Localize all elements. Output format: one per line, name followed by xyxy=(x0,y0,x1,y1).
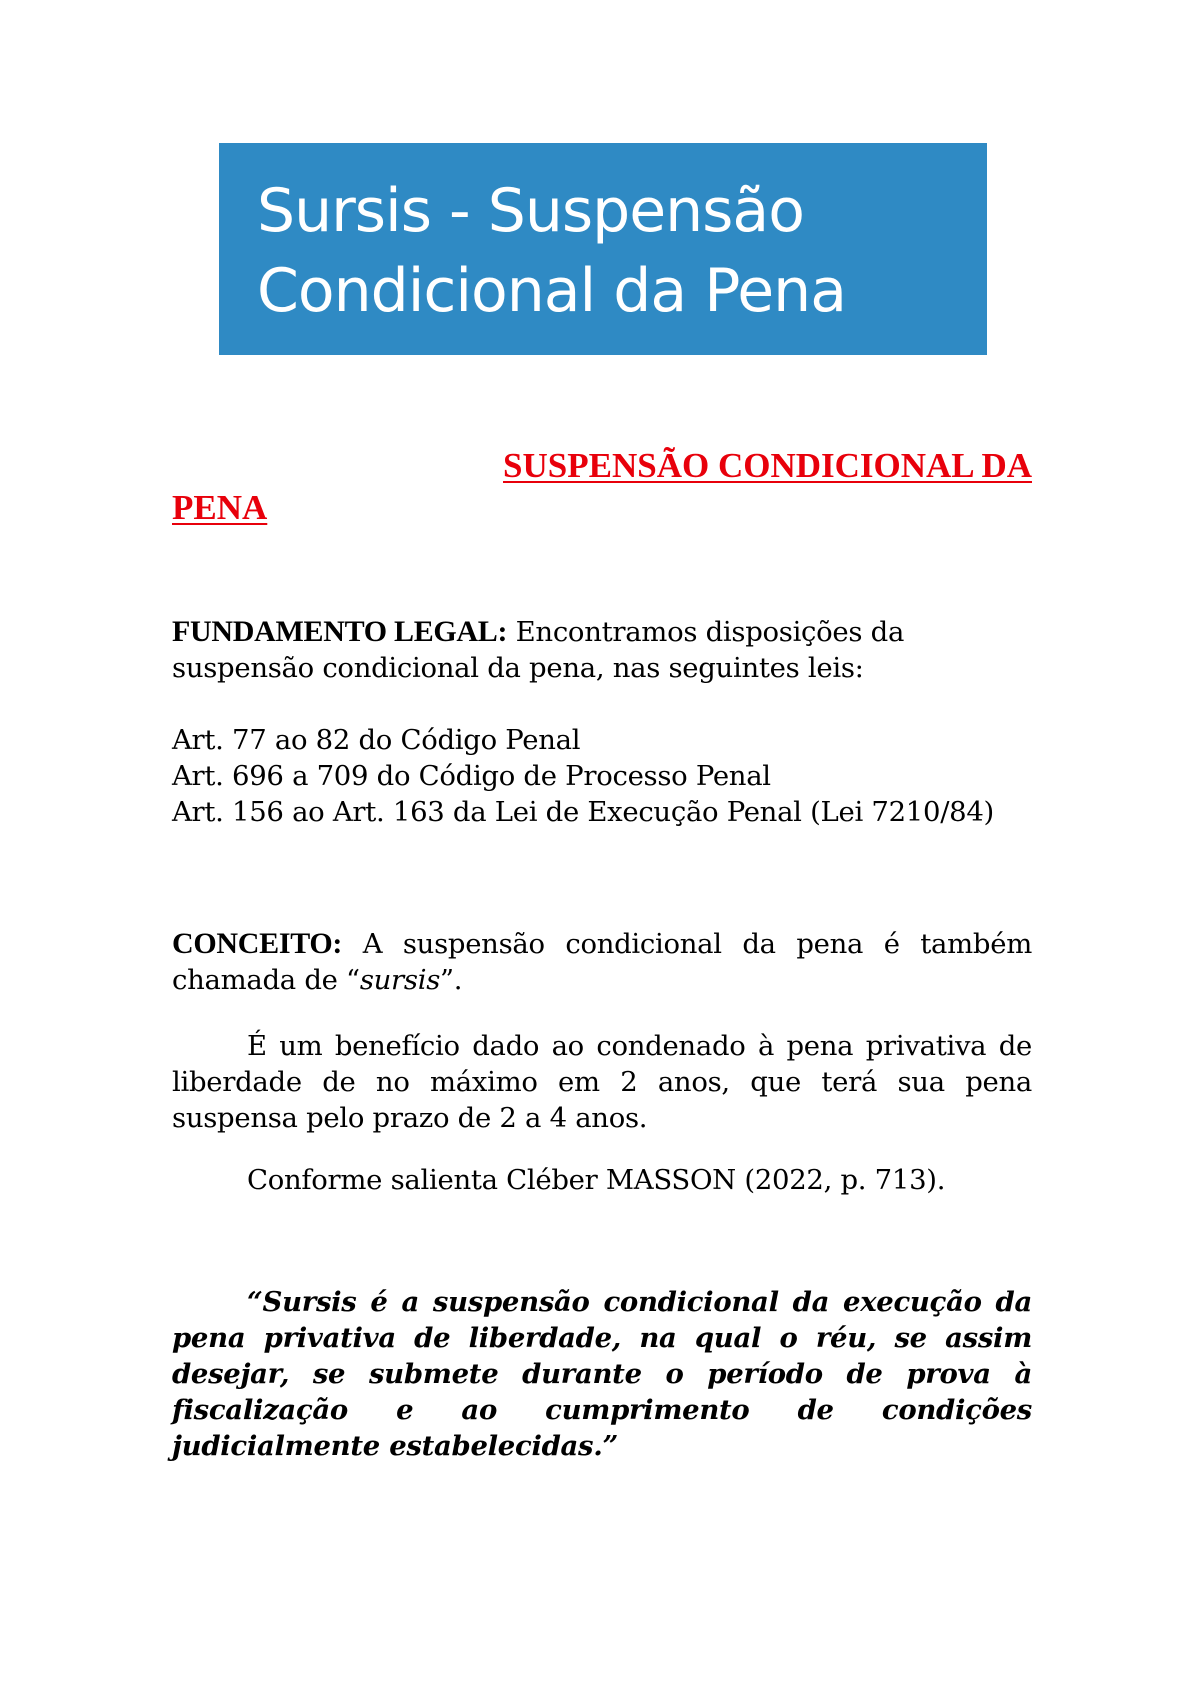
fundamento-section xyxy=(172,614,1032,686)
quote-text: “Sursis é a suspensão condicional da execução da pena privativa de liberdade, na qual o réu, se assim desejar, se submete durante o período de prova à fiscalização e ao cumprimento de condições judicialmente estabelecidas.” xyxy=(172,1286,1032,1462)
benefit-paragraph xyxy=(172,1028,1032,1136)
document-title xyxy=(172,445,1032,529)
conceito-text-before: A suspensão condicional da pena é também chamada de “ xyxy=(172,928,1032,996)
title-banner-image xyxy=(219,143,987,355)
conceito-label: CONCEITO: xyxy=(172,927,343,960)
conceito-text-after: ”. xyxy=(440,964,463,996)
fundamento-text: Encontramos disposições da suspensão condicional da pena, nas seguintes leis: xyxy=(172,616,905,684)
law-item: Art. 77 ao 82 do Código Penal xyxy=(172,724,581,756)
conceito-term: sursis xyxy=(359,964,441,996)
fundamento-paragraph xyxy=(172,614,1032,686)
conceito-section xyxy=(172,926,1032,998)
benefit-text: É um benefício dado ao condenado à pena privativa de liberdade de no máximo em 2 anos, que terá sua pena suspensa pelo prazo de 2 a 4 anos. xyxy=(172,1030,1032,1134)
fundamento-label: FUNDAMENTO LEGAL: xyxy=(172,615,508,648)
citation-text: Conforme salienta Cléber MASSON (2022, p. 713). xyxy=(247,1164,946,1196)
document-title-line-2: PENA xyxy=(172,488,268,527)
document-title-line-1: SUSPENSÃO CONDICIONAL DA xyxy=(503,446,1032,485)
law-item: Art. 696 a 709 do Código de Processo Penal xyxy=(172,760,771,792)
banner-line-1: Sursis - Suspensão xyxy=(257,176,804,246)
quote-block xyxy=(172,1284,1032,1464)
law-item: Art. 156 ao Art. 163 da Lei de Execução Penal (Lei 7210/84) xyxy=(172,796,994,828)
banner-line-2: Condicional da Pena xyxy=(257,256,846,326)
conceito-paragraph xyxy=(172,926,1032,998)
laws-list xyxy=(172,722,1032,830)
citation-paragraph xyxy=(172,1162,1032,1198)
